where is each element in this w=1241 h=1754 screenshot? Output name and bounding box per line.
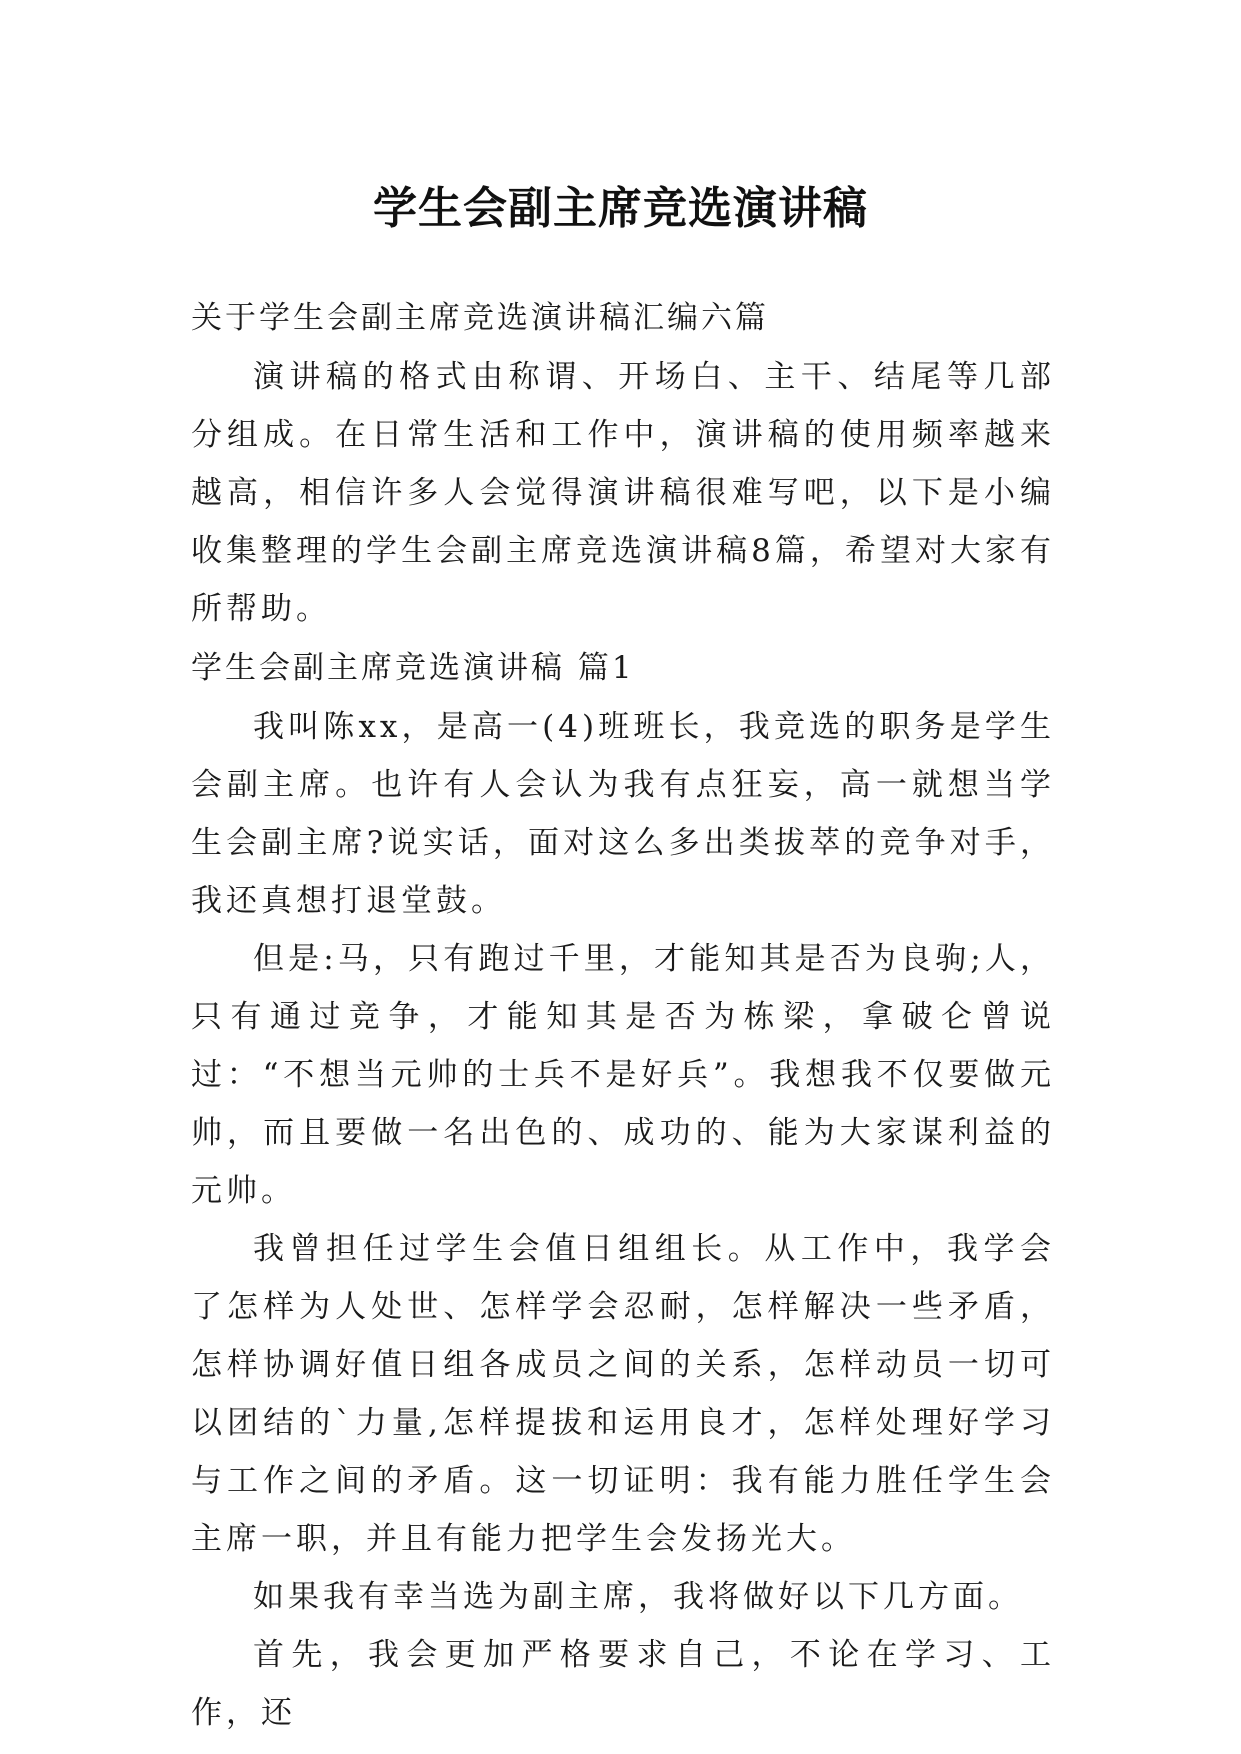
intro-paragraph: 演讲稿的格式由称谓、开场白、主干、结尾等几部分组成。在日常生活和工作中，演讲稿的使用频率越来越高，相信许多人会觉得演讲稿很难写吧，以下是小编收集整理的学生会副主席竞选演讲稿8篇，希望对大家有所帮助。 bbox=[191, 359, 1055, 627]
body-paragraph: 我叫陈xx，是高一(4)班班长，我竞选的职务是学生会副主席。也许有人会认为我有点狂妄，高一就想当学生会副主席?说实话，面对这么多出类拔萃的竞争对手，我还真想打退堂鼓。 bbox=[191, 709, 1055, 919]
document-subtitle: 关于学生会副主席竞选演讲稿汇编六篇 bbox=[191, 300, 769, 336]
document-body bbox=[191, 288, 1055, 1742]
document-title: 学生会副主席竞选演讲稿 bbox=[373, 183, 868, 235]
body-paragraph: 但是:马，只有跑过千里，才能知其是否为良驹;人，只有通过竞争，才能知其是否为栋梁，拿破仑曾说过：“不想当元帅的士兵不是好兵”。我想我不仅要做元帅，而且要做一名出色的、成功的、能为大家谋利益的元帅。 bbox=[191, 941, 1055, 1209]
body-paragraph: 首先，我会更加严格要求自己，不论在学习、工作，还 bbox=[191, 1637, 1055, 1731]
body-paragraph: 如果我有幸当选为副主席，我将做好以下几方面。 bbox=[253, 1579, 1023, 1615]
body-paragraph: 我曾担任过学生会值日组组长。从工作中，我学会了怎样为人处世、怎样学会忍耐，怎样解决一些矛盾，怎样协调好值日组各成员之间的关系，怎样动员一切可以团结的`力量,怎样提拔和运用良才，怎样处理好学习与工作之间的矛盾。这一切证明：我有能力胜任学生会主席一职，并且有能力把学生会发扬光大。 bbox=[191, 1231, 1055, 1557]
section-heading: 学生会副主席竞选演讲稿 篇1 bbox=[191, 650, 635, 686]
